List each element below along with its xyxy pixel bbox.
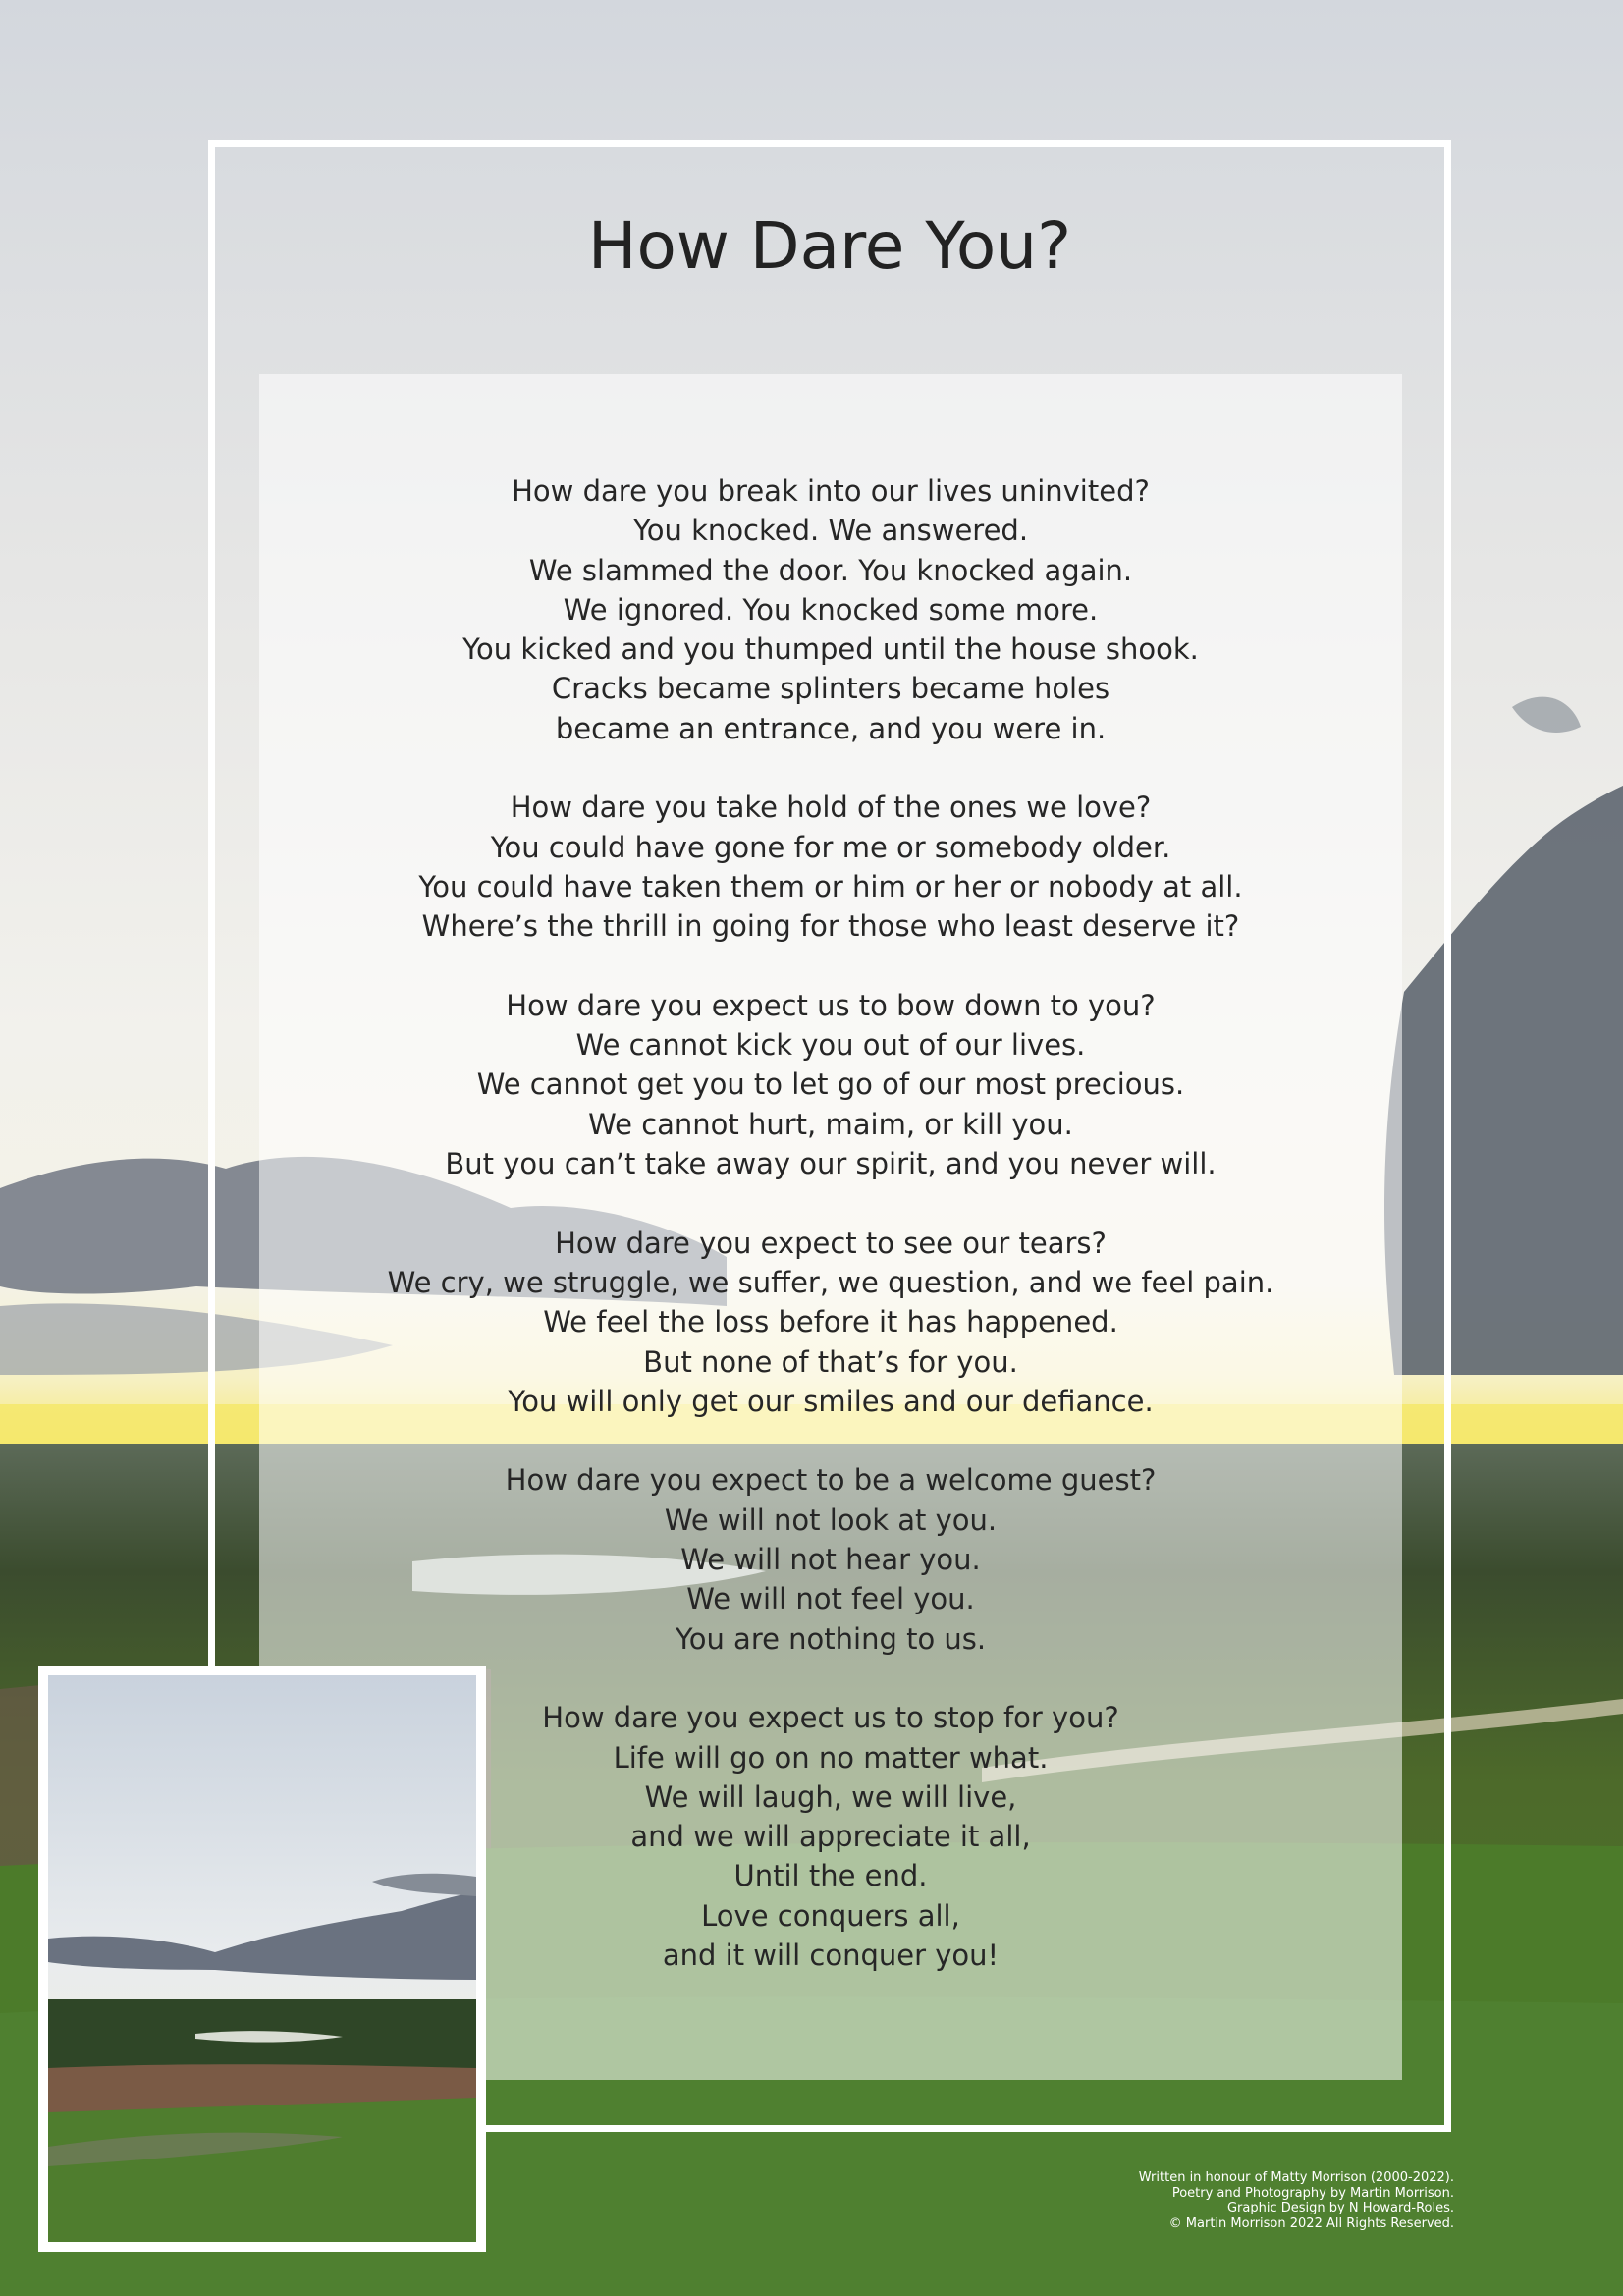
poem-line: You could have gone for me or somebody older. — [490, 830, 1171, 864]
poem-line: and we will appreciate it all, — [630, 1820, 1031, 1854]
poem-line: Love conquers all, — [701, 1898, 960, 1933]
poem-line: But you can’t take away our spirit, and you never will. — [445, 1147, 1217, 1181]
poem-line: How dare you take hold of the ones we love? — [510, 791, 1152, 825]
poem-line: You knocked. We answered. — [632, 514, 1029, 548]
poem-line: We ignored. You knocked some more. — [563, 592, 1099, 627]
poem-line: You kicked and you thumped until the house shook. — [462, 632, 1199, 667]
inset-photo — [38, 1666, 486, 2252]
poem-line: We feel the loss before it has happened. — [543, 1305, 1118, 1339]
poem-line: We will laugh, we will live, — [644, 1779, 1017, 1814]
poem-line: became an entrance, and you were in. — [555, 711, 1107, 745]
poem-line: Until the end. — [733, 1859, 928, 1893]
poem-line: Life will go on no matter what. — [613, 1740, 1049, 1775]
poem-line: You will only get our smiles and our defiance. — [508, 1384, 1154, 1418]
stanza — [259, 1460, 1402, 1658]
stanza — [259, 1224, 1402, 1421]
poem-line: We cannot get you to let go of our most precious. — [476, 1067, 1185, 1102]
poem-line: We will not feel you. — [686, 1582, 975, 1616]
credit-line: Written in honour of Matty Morrison (2000-2022). — [1138, 2170, 1454, 2185]
poem-line: We will not look at you. — [664, 1503, 998, 1537]
stanza — [259, 788, 1402, 946]
poem-line: We will not hear you. — [680, 1543, 981, 1577]
credit-line: Poetry and Photography by Martin Morrison. — [1171, 2185, 1454, 2201]
poem-line: We cry, we struggle, we suffer, we question, and we feel pain. — [387, 1265, 1274, 1299]
poem-line: How dare you expect us to bow down to you? — [506, 988, 1156, 1022]
poem-line: and it will conquer you! — [662, 1938, 1000, 1972]
poem-line: How dare you expect to see our tears? — [555, 1226, 1107, 1260]
poem-line: How dare you expect us to stop for you? — [542, 1701, 1119, 1735]
poem-line: But none of that’s for you. — [643, 1344, 1018, 1379]
inset-landscape-image — [48, 1675, 476, 2242]
credit-line: Graphic Design by N Howard-Roles. — [1226, 2201, 1454, 2215]
poem-title: How Dare You? — [587, 208, 1072, 284]
credit-line: © Martin Morrison 2022 All Rights Reserved. — [1168, 2215, 1454, 2231]
stanza — [259, 471, 1402, 748]
poem-line: We cannot hurt, maim, or kill you. — [588, 1107, 1073, 1141]
poem-line: Where’s the thrill in going for those who least deserve it? — [421, 909, 1240, 944]
poem-line: You are nothing to us. — [675, 1621, 987, 1656]
stanza — [259, 986, 1402, 1183]
poem-line: We slammed the door. You knocked again. — [528, 553, 1133, 587]
poem-line: How dare you expect to be a welcome guest? — [505, 1463, 1157, 1498]
poem-line: How dare you break into our lives uninvited? — [512, 474, 1150, 508]
poem-line: We cannot kick you out of our lives. — [575, 1028, 1086, 1063]
credits — [865, 2170, 1454, 2231]
poem-line: Cracks became splinters became holes — [551, 672, 1110, 706]
poem-line: You could have taken them or him or her or nobody at all. — [418, 869, 1243, 903]
